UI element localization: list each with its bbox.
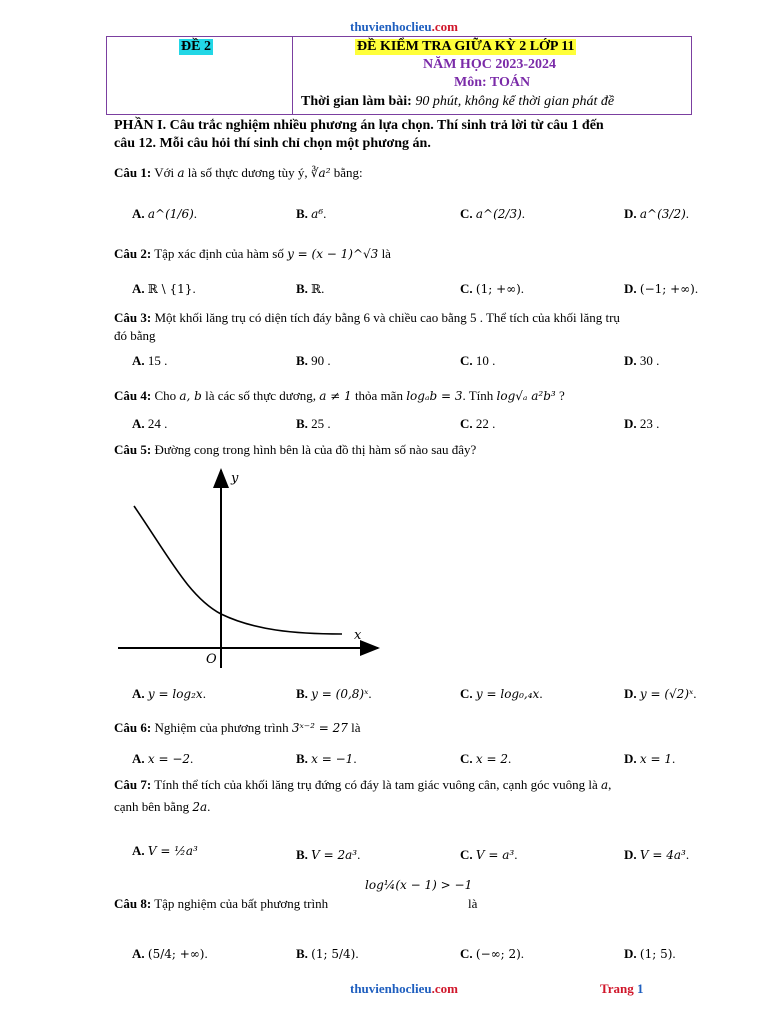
exam-subject: Môn: TOÁN	[454, 75, 531, 90]
option-key: C.	[460, 751, 473, 766]
option-value: a^(1/6)	[147, 207, 194, 221]
question-label: Câu 5:	[114, 442, 152, 457]
option-5a[interactable]: A. y = log₂x.	[132, 686, 206, 701]
question-label: Câu 2:	[114, 246, 152, 261]
question-text: Một khối lăng trụ có diện tích đáy bằng 6 và chiều cao bằng 5 . Thể tích của khối lăng trụ	[154, 310, 620, 325]
option-value: x = 2	[475, 752, 508, 766]
math-var: a	[600, 778, 609, 792]
question-text: thỏa mãn	[354, 388, 403, 403]
option-6b[interactable]: B. x = −1.	[296, 751, 357, 766]
option-6d[interactable]: D. x = 1.	[624, 751, 676, 766]
question-text: ?	[558, 388, 565, 403]
question-text: là	[381, 246, 391, 261]
option-value: a^(3/2)	[639, 207, 686, 221]
option-3d[interactable]	[624, 353, 659, 369]
option-key: D.	[624, 353, 637, 368]
site-footer-link[interactable]	[350, 981, 458, 997]
page-num: 1	[636, 981, 644, 996]
option-value: (1; 5)	[639, 947, 673, 961]
header-divider	[292, 37, 293, 114]
option-value: 15 .	[147, 353, 168, 368]
question-text: Cho	[154, 388, 177, 403]
question-text: là số thực dương tùy ý,	[187, 165, 308, 180]
option-key: A.	[132, 281, 145, 296]
option-value: (−1; +∞)	[639, 282, 695, 296]
option-7c[interactable]: C. V = a³.	[460, 847, 518, 862]
option-key: B.	[296, 946, 308, 961]
option-key: B.	[296, 281, 308, 296]
option-key: B.	[296, 416, 308, 431]
x-axis-label: x	[354, 628, 362, 643]
option-value: a^(2/3)	[475, 207, 522, 221]
option-5b[interactable]: B. y = (0,8)ˣ.	[296, 686, 372, 701]
option-value: V = 4a³	[639, 848, 686, 862]
option-key: A.	[132, 416, 145, 431]
option-2b[interactable]: B. ℝ.	[296, 281, 325, 296]
option-value: V = ½a³	[147, 844, 198, 858]
math-expr: ∛a²	[310, 166, 331, 180]
question-label: Câu 7:	[114, 777, 152, 792]
curve	[134, 506, 342, 634]
option-value: 22 .	[475, 416, 496, 431]
option-key: C.	[460, 281, 473, 296]
option-1a[interactable]: A. a^(1/6).	[132, 206, 198, 221]
exam-time	[301, 94, 614, 110]
option-8a[interactable]: A. (5/4; +∞).	[132, 946, 208, 961]
question-5	[114, 442, 476, 458]
question-7: Câu 7: Tính thể tích của khối lăng trụ đứng có đáy là tam giác vuông cân, cạnh góc vuông là a,	[114, 777, 612, 792]
question-text: Tập xác định của hàm số	[154, 246, 284, 261]
exam-code: ĐỀ 2	[181, 39, 211, 54]
question-text: Nghiệm của phương trình	[154, 720, 289, 735]
question-label: Câu 4:	[114, 388, 152, 403]
option-value: (5/4; +∞)	[147, 947, 205, 961]
option-key: D.	[624, 206, 637, 221]
option-1b[interactable]: B. a⁶.	[296, 206, 327, 221]
page-number	[600, 981, 643, 997]
part-heading-2: câu 12. Mỗi câu hỏi thí sinh chỉ chọn một phương án.	[114, 136, 431, 151]
option-8d[interactable]: D. (1; 5).	[624, 946, 676, 961]
question-1	[114, 165, 363, 181]
option-value: 23 .	[639, 416, 660, 431]
site-domain: .com	[431, 19, 458, 34]
origin-label: O	[206, 652, 217, 667]
option-value: ℝ	[311, 282, 322, 296]
option-value: x = 1	[639, 752, 672, 766]
option-key: A.	[132, 353, 145, 368]
option-key: B.	[296, 847, 308, 862]
option-5d[interactable]: D. y = (√2)ˣ.	[624, 686, 697, 701]
option-2d[interactable]: D. (−1; +∞).	[624, 281, 699, 296]
option-key: C.	[460, 847, 473, 862]
option-7d[interactable]: D. V = 4a³.	[624, 847, 690, 862]
option-4b[interactable]	[296, 416, 331, 432]
option-key: C.	[460, 353, 473, 368]
exam-header-box	[106, 36, 692, 115]
option-key: B.	[296, 353, 308, 368]
option-6a[interactable]: A. x = −2.	[132, 751, 194, 766]
question-text: Tập nghiệm của bất phương trình	[154, 896, 329, 911]
option-key: A.	[132, 206, 145, 221]
option-key: D.	[624, 946, 637, 961]
option-8c[interactable]: C. (−∞; 2).	[460, 946, 525, 961]
option-4c[interactable]	[460, 416, 495, 432]
site-domain: .com	[431, 981, 458, 996]
option-3b[interactable]	[296, 353, 331, 369]
question-4	[114, 388, 565, 404]
option-4a[interactable]	[132, 416, 167, 432]
option-2c[interactable]: C. (1; +∞).	[460, 281, 525, 296]
math-var: a, b	[179, 389, 202, 403]
option-1c[interactable]: C. a^(2/3).	[460, 206, 526, 221]
option-value: y = log₂x	[147, 687, 203, 701]
function-graph	[114, 462, 394, 672]
part-heading: PHẦN I. Câu trắc nghiệm nhiều phương án lựa chọn. Thí sinh trả lời từ câu 1 đến	[114, 118, 604, 133]
math-var: a	[177, 166, 185, 180]
site-name: thuvienhoclieu	[350, 19, 432, 34]
question-text: là các số thực dương,	[205, 388, 316, 403]
option-6c[interactable]: C. x = 2.	[460, 751, 512, 766]
option-value: x = −1	[311, 752, 354, 766]
option-value: 24 .	[147, 416, 168, 431]
option-value: ℝ \ {1}	[147, 282, 193, 296]
question-6	[114, 720, 361, 736]
option-value: 90 .	[311, 353, 331, 368]
option-8b[interactable]: B. (1; 5/4).	[296, 946, 359, 961]
exam-year: NĂM HỌC 2023-2024	[423, 57, 556, 72]
math-expr: a ≠ 1	[319, 389, 352, 403]
question-8	[114, 896, 328, 912]
option-key: C.	[460, 416, 473, 431]
option-key: D.	[624, 686, 637, 701]
option-value: a⁶	[311, 207, 324, 221]
option-key: C.	[460, 946, 473, 961]
option-key: B.	[296, 686, 308, 701]
option-value: y = log₀,₄x	[475, 687, 540, 701]
question-label: Câu 3:	[114, 310, 152, 325]
math-var: 2a	[192, 800, 208, 814]
time-label: Thời gian làm bài:	[301, 94, 412, 109]
question-3	[114, 310, 620, 326]
option-value: (1; +∞)	[475, 282, 521, 296]
page-label: Trang	[600, 981, 634, 996]
time-value: 90 phút, không kể thời gian phát đề	[415, 94, 615, 109]
option-7a[interactable]	[132, 843, 198, 859]
option-key: A.	[132, 946, 145, 961]
option-value: (−∞; 2)	[475, 947, 521, 961]
question-label: Câu 1:	[114, 165, 152, 180]
math-expr: 3ˣ⁻² = 27	[291, 721, 348, 735]
question-8-expr: log¼(x − 1) > −1	[365, 878, 473, 892]
question-text: bằng:	[333, 165, 363, 180]
option-5c[interactable]: C. y = log₀,₄x.	[460, 686, 543, 701]
option-value: 30 .	[639, 353, 660, 368]
exam-title: ĐỀ KIỂM TRA GIỮA KỲ 2 LỚP 11	[357, 39, 575, 54]
question-label: Câu 6:	[114, 720, 152, 735]
question-text: cạnh bên bằng	[114, 799, 190, 814]
option-key: A.	[132, 751, 145, 766]
option-key: D.	[624, 847, 637, 862]
question-7-cont: cạnh bên bằng 2a.	[114, 799, 211, 814]
option-key: C.	[460, 686, 473, 701]
option-4d[interactable]	[624, 416, 659, 432]
option-1d[interactable]: D. a^(3/2).	[624, 206, 690, 221]
question-text: Tính thể tích của khối lăng trụ đứng có đáy là tam giác vuông cân, cạnh góc vuông là	[154, 777, 598, 792]
option-value: y = (√2)ˣ	[639, 687, 694, 701]
question-3-cont: đó bằng	[114, 328, 156, 343]
math-expr: y = (x − 1)^√3	[287, 247, 379, 261]
question-label: Câu 8:	[114, 896, 152, 911]
option-key: A.	[132, 686, 145, 701]
question-text: . Tính	[462, 388, 494, 403]
math-expr: logₐb = 3	[406, 389, 463, 403]
option-value: 25 .	[311, 416, 331, 431]
option-key: C.	[460, 206, 473, 221]
option-value: V = 2a³	[311, 848, 358, 862]
site-header-link[interactable]	[350, 19, 458, 35]
option-key: D.	[624, 751, 637, 766]
option-value: (1; 5/4)	[311, 947, 356, 961]
question-text: là	[351, 720, 361, 735]
option-value: x = −2	[147, 752, 191, 766]
question-text: Với	[154, 165, 175, 180]
option-2a[interactable]: A. ℝ \ {1}.	[132, 281, 196, 296]
option-key: B.	[296, 751, 308, 766]
y-axis-label: y	[231, 471, 239, 486]
question-2	[114, 246, 391, 262]
question-text: Đường cong trong hình bên là của đồ thị hàm số nào sau đây?	[154, 442, 477, 457]
option-3a[interactable]	[132, 353, 167, 369]
option-value: 10 .	[475, 353, 496, 368]
option-key: B.	[296, 206, 308, 221]
option-key: D.	[624, 416, 637, 431]
option-value: y = (0,8)ˣ	[311, 687, 369, 701]
option-key: A.	[132, 843, 145, 858]
question-8-post: là	[468, 896, 478, 911]
site-name: thuvienhoclieu	[350, 981, 432, 996]
option-3c[interactable]	[460, 353, 495, 369]
math-expr: log√ₐ a²b³	[496, 389, 556, 403]
option-7b[interactable]: B. V = 2a³.	[296, 847, 361, 862]
option-value: V = a³	[475, 848, 515, 862]
option-key: D.	[624, 281, 637, 296]
